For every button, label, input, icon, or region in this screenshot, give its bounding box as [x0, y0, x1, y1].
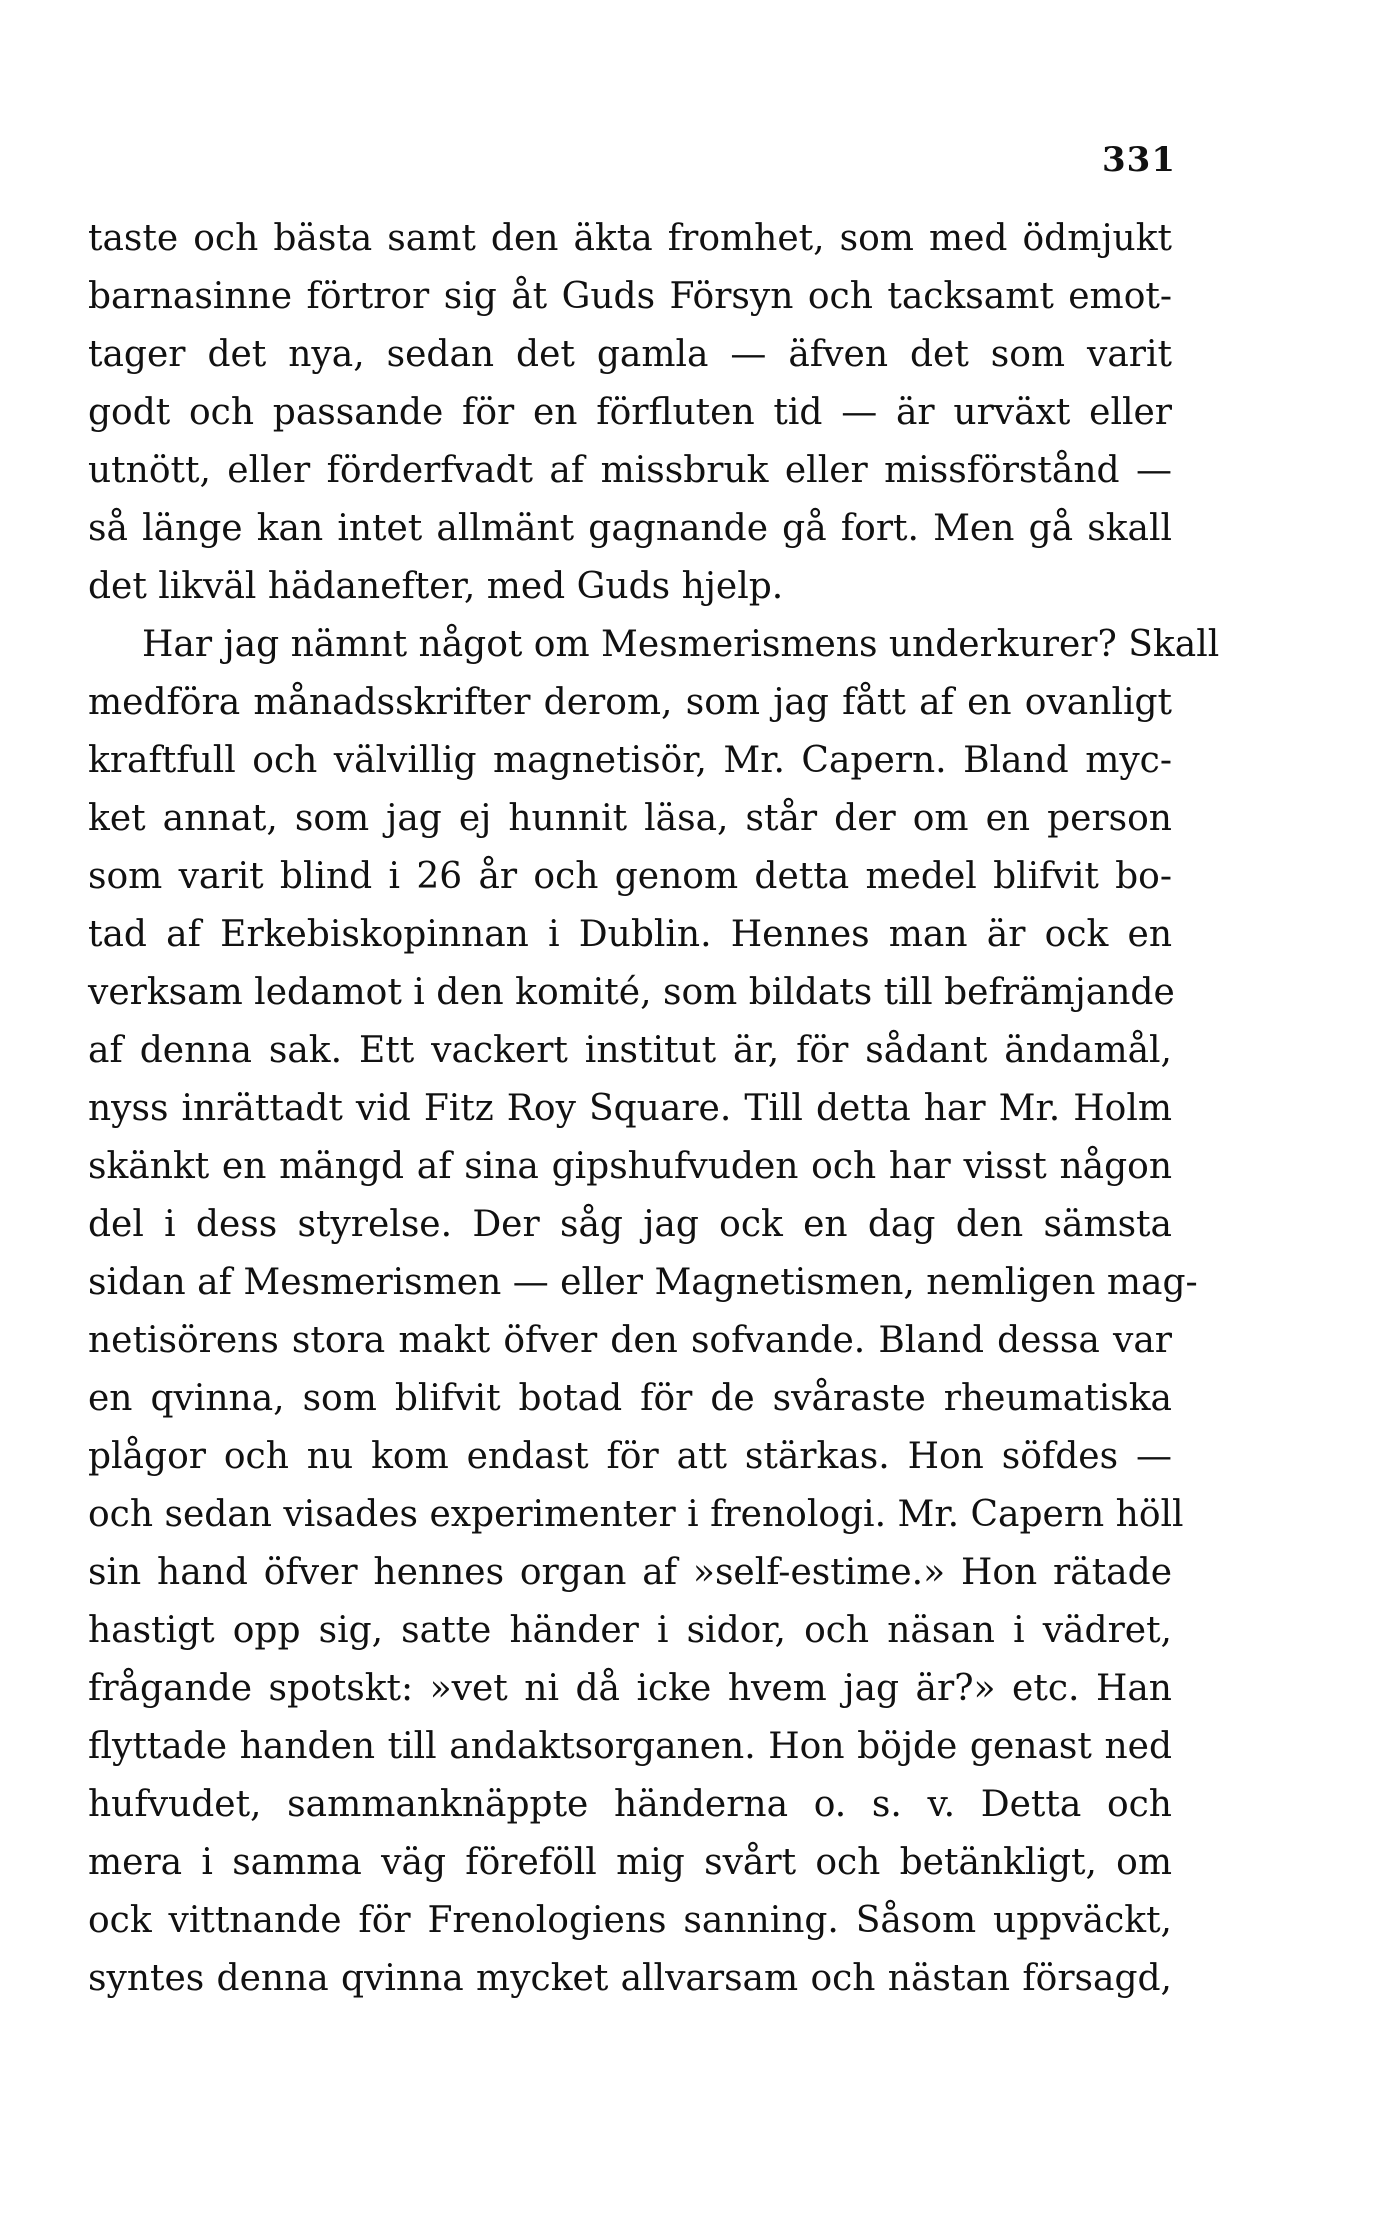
text-line: kraftfull och välvillig magnetisör, Mr. Capern. Bland myc- [88, 740, 1172, 781]
text-line: netisörens stora makt öfver den sofvande. Bland dessa var [88, 1320, 1172, 1361]
text-line: plågor och nu kom endast för att stärkas. Hon söfdes — [88, 1436, 1172, 1477]
text-line: tager det nya, sedan det gamla — äfven det som varit [88, 334, 1172, 375]
page-number: 331 [1102, 140, 1176, 180]
text-line: Har jag nämnt något om Mesmerismens underkurer? Skall [142, 624, 1220, 665]
text-line: godt och passande för en förfluten tid — är urväxt eller [88, 392, 1172, 433]
text-line: medföra månadsskrifter derom, som jag fått af en ovanligt [88, 682, 1172, 723]
text-line: som varit blind i 26 år och genom detta medel blifvit bo- [88, 856, 1172, 897]
text-line: hufvudet, sammanknäppte händerna o. s. v. Detta och [88, 1784, 1172, 1825]
text-line: ket annat, som jag ej hunnit läsa, står der om en person [88, 798, 1172, 839]
text-line: det likväl hädanefter, med Guds hjelp. [88, 566, 784, 607]
text-line: tad af Erkebiskopinnan i Dublin. Hennes man är ock en [88, 914, 1172, 955]
body-text [88, 210, 1220, 2008]
text-line: mera i samma väg föreföll mig svårt och betänkligt, om [88, 1842, 1172, 1883]
text-line: utnött, eller förderfvadt af missbruk eller missförstånd — [88, 450, 1172, 491]
text-line: verksam ledamot i den komité, som bildats till befrämjande [88, 972, 1175, 1013]
text-line: hastigt opp sig, satte händer i sidor, och näsan i vädret, [88, 1610, 1172, 1651]
text-line: så länge kan intet allmänt gagnande gå fort. Men gå skall [88, 508, 1172, 549]
text-line: barnasinne förtror sig åt Guds Försyn och tacksamt emot- [88, 276, 1172, 317]
text-line: en qvinna, som blifvit botad för de svåraste rheumatiska [88, 1378, 1172, 1419]
text-line: sin hand öfver hennes organ af »self-estime.» Hon rätade [88, 1552, 1172, 1593]
text-line: syntes denna qvinna mycket allvarsam och nästan försagd, [88, 1958, 1172, 1999]
text-line: flyttade handen till andaktsorganen. Hon böjde genast ned [88, 1726, 1172, 1767]
text-line: ock vittnande för Frenologiens sanning. Såsom uppväckt, [88, 1900, 1172, 1941]
text-line: och sedan visades experimenter i frenologi. Mr. Capern höll [88, 1494, 1184, 1535]
text-line: skänkt en mängd af sina gipshufvuden och har visst någon [88, 1146, 1172, 1187]
text-line: frågande spotskt: »vet ni då icke hvem jag är?» etc. Han [88, 1668, 1172, 1709]
text-line: taste och bästa samt den äkta fromhet, som med ödmjukt [88, 218, 1172, 259]
text-line: sidan af Mesmerismen — eller Magnetismen, nemligen mag- [88, 1262, 1198, 1303]
text-line: nyss inrättadt vid Fitz Roy Square. Till detta har Mr. Holm [88, 1088, 1172, 1129]
text-line: af denna sak. Ett vackert institut är, för sådant ändamål, [88, 1030, 1172, 1071]
text-line: del i dess styrelse. Der såg jag ock en dag den sämsta [88, 1204, 1172, 1245]
